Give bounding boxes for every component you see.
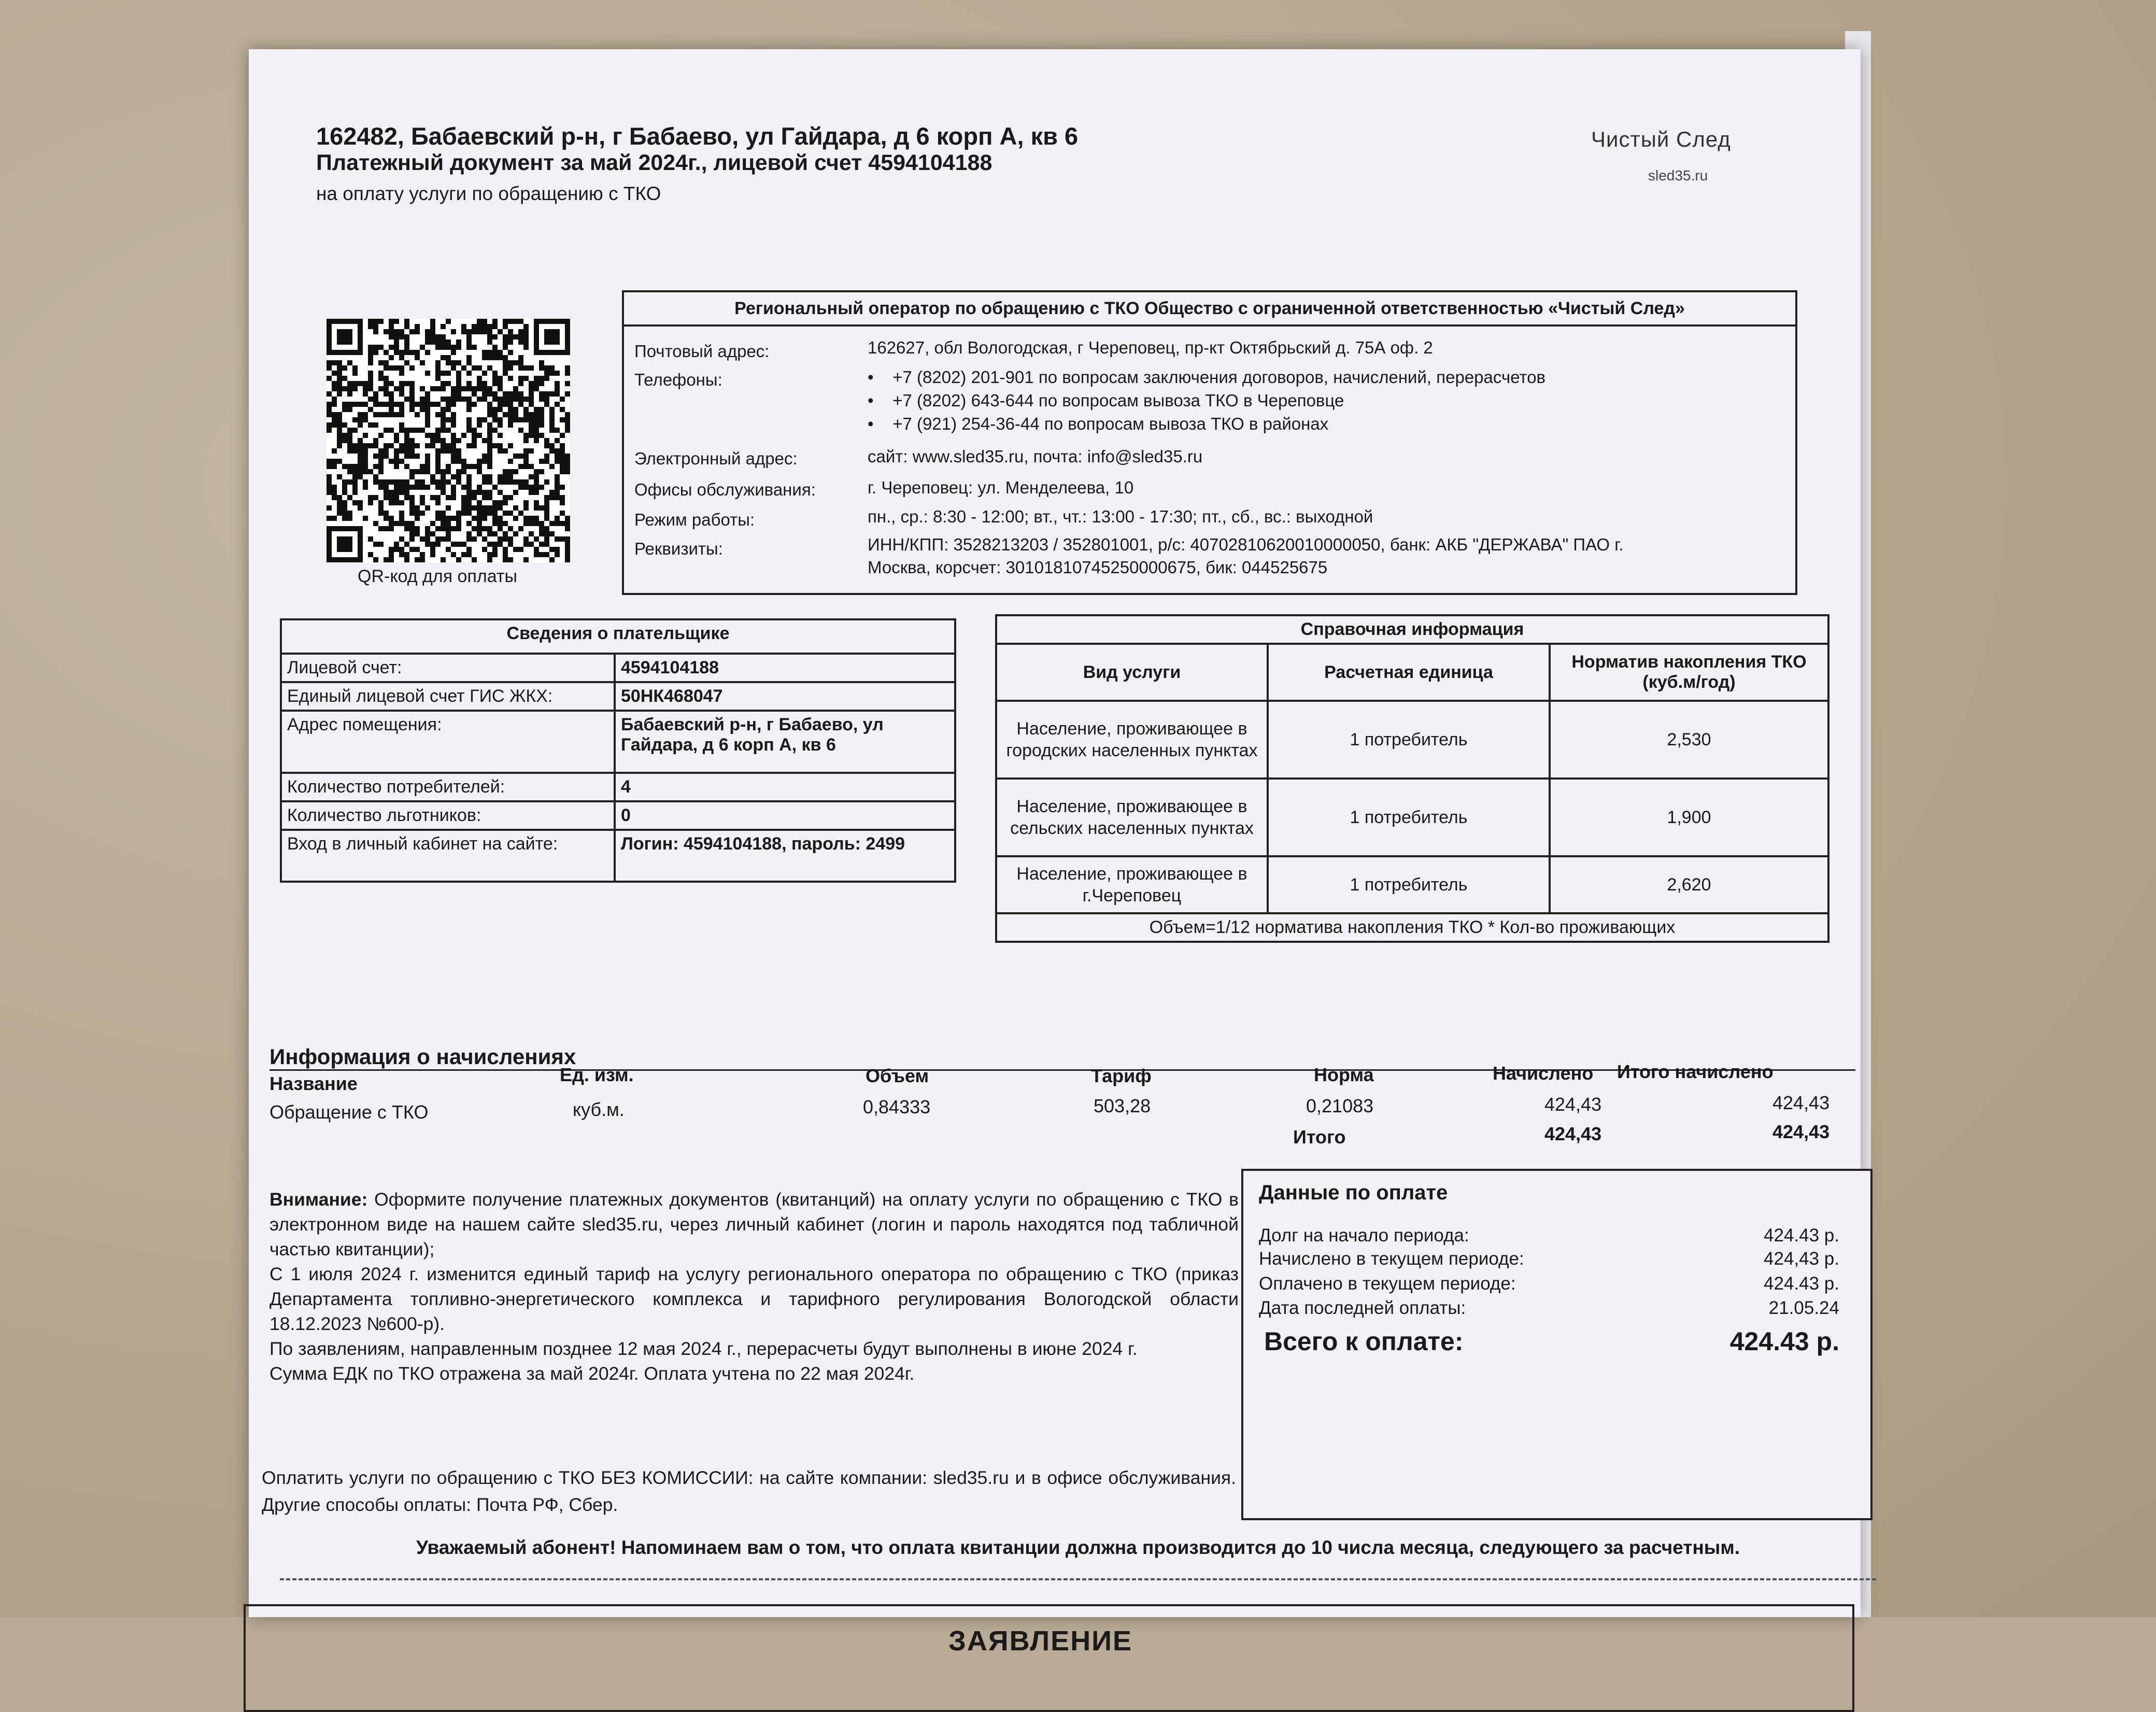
col-norm: Норматив накопления ТКО (куб.м/год) (1550, 644, 1828, 701)
col-total-charged: Итого начислено (1617, 1061, 1774, 1082)
payer-label: Лицевой счет: (281, 654, 615, 682)
table-row (281, 682, 955, 711)
operator-title: Региональный оператор по обращению с ТКО Общество с ограниченной ответственностью «Чистый След» (624, 292, 1795, 327)
total-due-value: 424.43 р. (1729, 1327, 1839, 1356)
phone-item: • +7 (8202) 643-644 по вопросам вывоза ТКО в Череповце (868, 391, 1344, 410)
hours-value: пн., ср.: 8:30 - 12:00; вт., чт.: 13:00 - 17:30; пт., сб., вс.: выходной (868, 507, 1373, 526)
service-unit: 1 потребитель (1268, 779, 1550, 856)
charges-title: Информация о начислениях (270, 1044, 576, 1069)
payment-row (1259, 1274, 1839, 1294)
payer-value: 4 (615, 773, 955, 801)
col-norm: Норма (1314, 1064, 1374, 1085)
notice-p3: По заявлениям, направленным позднее 12 мая 2024 г., перерасчеты будут выполнены в июне 2024 г. (270, 1338, 1138, 1359)
service-type: Население, проживающее в г.Череповец (996, 856, 1268, 913)
postal-value: 162627, обл Вологодская, г Череповец, пр-кт Октябрьский д. 75А оф. 2 (868, 338, 1433, 357)
charge-norm: 0,21083 (1306, 1095, 1374, 1116)
payer-value: Бабаевский р-н, г Бабаево, ул Гайдара, д 6 корп А, кв 6 (615, 711, 955, 773)
payer-table-title: Сведения о плательщике (281, 619, 955, 654)
payment-value: 424.43 р. (1764, 1274, 1839, 1294)
col-volume: Объем (866, 1065, 929, 1086)
payment-document (249, 49, 1861, 1657)
payment-total-row (1264, 1326, 1839, 1356)
payment-label: Дата последней оплаты: (1259, 1298, 1466, 1318)
payment-deadline-reminder: Уважаемый абонент! Напоминаем вам о том, что оплата квитанции должна производится до 10 числа месяца, следующего за расчетным. (416, 1537, 1740, 1558)
table-row (281, 711, 955, 773)
service-unit: 1 потребитель (1268, 856, 1550, 913)
col-name: Название (270, 1073, 358, 1094)
application-section (244, 1604, 1854, 1712)
payment-value: 424,43 р. (1764, 1249, 1839, 1269)
payment-methods-note: Оплатить услуги по обращению с ТКО БЕЗ КОМИССИИ: на сайте компании: sled35.ru и в офисе обслуживания. Другие способы оплаты: Почта РФ, Сбер. (262, 1467, 1236, 1515)
charge-total: 424,43 (1772, 1092, 1830, 1113)
table-row (996, 779, 1828, 856)
service-unit: 1 потребитель (1268, 701, 1550, 779)
notice-p4: Сумма ЕДК по ТКО отражена за май 2024г. Оплата учтена по 22 мая 2024г. (270, 1363, 915, 1384)
document-title: Платежный документ за май 2024г., лицевой счет 4594104188 (316, 150, 992, 175)
charges-total-charged: 424,43 (1544, 1123, 1602, 1144)
charges-total-label: Итого (1293, 1126, 1346, 1148)
operator-info-box (622, 290, 1797, 595)
email-label: Электронный адрес: (634, 449, 798, 468)
col-service-type: Вид услуги (996, 644, 1268, 701)
charge-name: Обращение с ТКО (270, 1101, 429, 1123)
payment-data-box (1241, 1169, 1873, 1520)
document-purpose: на оплату услуги по обращению с ТКО (316, 183, 661, 204)
phone-1: +7 (8202) 201-901 по вопросам заключения договоров, начислений, перерасчетов (892, 367, 1546, 387)
payer-label: Единый лицевой счет ГИС ЖКХ: (281, 682, 615, 711)
payer-value: 50НК468047 (615, 682, 955, 711)
tear-line (280, 1578, 1876, 1580)
company-logo: Чистый След (1591, 127, 1731, 151)
reference-table-title: Справочная информация (996, 615, 1828, 644)
charge-unit: куб.м. (573, 1099, 625, 1120)
payer-label: Адрес помещения: (281, 711, 615, 773)
payment-label: Оплачено в текущем периоде: (1259, 1274, 1516, 1294)
email-value: сайт: www.sled35.ru, почта: info@sled35.ru (868, 447, 1203, 466)
reference-footer: Объем=1/12 норматива накопления ТКО * Кол-во проживающих (996, 913, 1828, 942)
payment-label: Долг на начало периода: (1259, 1225, 1469, 1246)
payment-row (1259, 1249, 1839, 1269)
phone-item: • +7 (8202) 201-901 по вопросам заключения договоров, начислений, перерасчетов (868, 367, 1546, 387)
postal-label: Почтовый адрес: (634, 342, 770, 361)
phones-label: Телефоны: (634, 370, 722, 389)
col-charged: Начислено (1493, 1063, 1594, 1084)
charge-volume: 0,84333 (863, 1096, 931, 1117)
payer-label: Вход в личный кабинет на сайте: (281, 830, 615, 882)
col-unit: Ед. изм. (560, 1064, 634, 1085)
payment-value: 424.43 р. (1764, 1225, 1839, 1246)
payer-address-heading: 162482, Бабаевский р-н, г Бабаево, ул Гайдара, д 6 корп А, кв 6 (316, 122, 1079, 150)
hours-label: Режим работы: (634, 510, 755, 529)
requisites-value-1: ИНН/КПП: 3528213203 / 352801001, р/с: 40702810620010000050, банк: АКБ "ДЕРЖАВА" ПАО г. (868, 535, 1624, 554)
table-row (281, 830, 955, 882)
notice-text (270, 1187, 1239, 1386)
phone-3: +7 (921) 254-36-44 по вопросам вывоза ТКО в районах (892, 414, 1329, 433)
payment-row (1259, 1225, 1839, 1246)
application-title: ЗАЯВЛЕНИЕ (948, 1625, 1133, 1657)
payment-data-title: Данные по оплате (1259, 1181, 1448, 1204)
attention-label: Внимание: (270, 1189, 368, 1210)
service-norm: 2,530 (1550, 701, 1828, 779)
payment-row (1259, 1298, 1839, 1319)
charges-total-total: 424,43 (1772, 1121, 1830, 1142)
payer-info-table (280, 618, 956, 883)
table-row (281, 773, 955, 801)
payment-value: 21.05.24 (1768, 1298, 1839, 1318)
reference-info-table (995, 614, 1829, 943)
payer-value: Логин: 4594104188, пароль: 2499 (615, 830, 955, 882)
phone-item: • +7 (921) 254-36-44 по вопросам вывоза ТКО в районах (868, 414, 1329, 433)
table-row (281, 801, 955, 830)
table-row (996, 856, 1828, 913)
phone-2: +7 (8202) 643-644 по вопросам вывоза ТКО в Череповце (892, 391, 1344, 410)
charge-tariff: 503,28 (1094, 1095, 1151, 1116)
notice-p2: С 1 июля 2024 г. изменится единый тариф на услугу регионального оператора по обращению с ТКО (приказ Департамента топливно-энергетического комплекса и тарифного регулирования Вологодской области 18.12.2023 №600-р). (270, 1264, 1239, 1334)
requisites-label: Реквизиты: (634, 539, 723, 558)
service-type: Население, проживающее в городских населенных пунктах (996, 701, 1268, 779)
charge-charged: 424,43 (1544, 1094, 1602, 1115)
service-norm: 2,620 (1550, 856, 1828, 913)
payer-label: Количество потребителей: (281, 773, 615, 801)
notice-p1: Оформите получение платежных документов (квитанций) на оплату услуги по обращению с ТКО в электронном виде на нашем сайте sled35.ru, через личный кабинет (логин и пароль находятся под табличной частью квитанции); (270, 1189, 1239, 1260)
table-row (996, 701, 1828, 779)
total-due-label: Всего к оплате: (1264, 1327, 1464, 1356)
service-type: Население, проживающее в сельских населенных пунктах (996, 779, 1268, 856)
company-url: sled35.ru (1648, 167, 1708, 183)
col-tariff: Тариф (1091, 1065, 1152, 1086)
payment-qr-code (327, 319, 570, 562)
payment-label: Начислено в текущем периоде: (1259, 1249, 1524, 1269)
offices-label: Офисы обслуживания: (634, 480, 816, 499)
qr-label: QR-код для оплаты (358, 567, 517, 586)
payer-value: 0 (615, 801, 955, 830)
offices-value: г. Череповец: ул. Менделеева, 10 (868, 478, 1134, 497)
col-unit: Расчетная единица (1268, 644, 1550, 701)
payer-label: Количество льготников: (281, 801, 615, 830)
payer-value: 4594104188 (615, 654, 955, 682)
requisites-value-2: Москва, корсчет: 30101810745250000675, бик: 044525675 (868, 558, 1328, 577)
service-norm: 1,900 (1550, 779, 1828, 856)
table-row (281, 654, 955, 682)
